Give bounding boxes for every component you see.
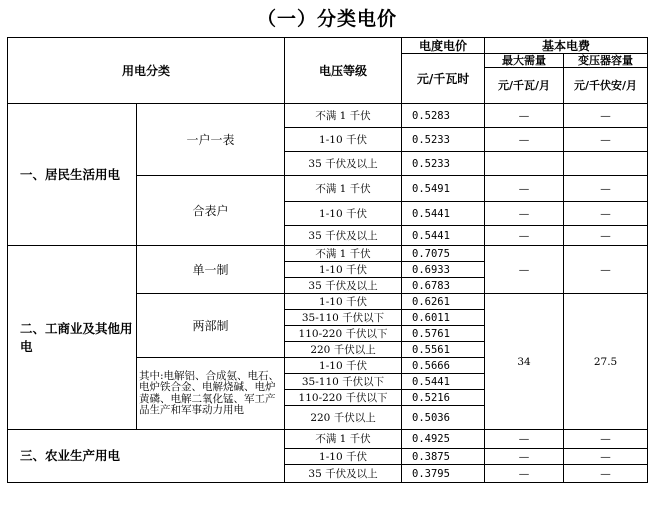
demand-cell: —	[485, 104, 564, 128]
voltage-cell: 不满 1 千伏	[285, 176, 402, 202]
capacity-cell	[564, 152, 648, 176]
header-transformer-unit: 元/千伏安/月	[564, 68, 648, 104]
price-cell: 0.3795	[402, 465, 485, 483]
price-cell: 0.5491	[402, 176, 485, 202]
capacity-cell: —	[564, 202, 648, 226]
price-cell: 0.6261	[402, 294, 485, 310]
price-cell: 0.6933	[402, 262, 485, 278]
header-max-demand-unit: 元/千瓦/月	[485, 68, 564, 104]
subcategory-special-note: 其中:电解铝、合成氨、电石、电炉铁合金、电解烧碱、电炉黄磷、电解二氧化锰、军工产品生产和军事动力用电	[137, 358, 285, 430]
voltage-cell: 35 千伏及以上	[285, 278, 402, 294]
demand-cell: —	[485, 449, 564, 465]
header-energy-unit: 元/千瓦时	[402, 54, 485, 104]
voltage-cell: 35-110 千伏以下	[285, 374, 402, 390]
price-cell: 0.5233	[402, 152, 485, 176]
price-cell: 0.5441	[402, 202, 485, 226]
voltage-cell: 不满 1 千伏	[285, 430, 402, 449]
page-title: （一）分类电价	[256, 8, 397, 30]
price-cell: 0.3875	[402, 449, 485, 465]
tariff-table	[7, 37, 648, 483]
price-cell: 0.5761	[402, 326, 485, 342]
header-max-demand: 最大需量	[485, 54, 564, 68]
demand-cell: —	[485, 202, 564, 226]
voltage-cell: 35 千伏及以上	[285, 465, 402, 483]
demand-cell: —	[485, 176, 564, 202]
demand-cell: —	[485, 430, 564, 449]
subcategory-single: 单一制	[137, 246, 285, 294]
header-category: 用电分类	[8, 38, 285, 104]
voltage-cell: 35 千伏及以上	[285, 152, 402, 176]
subcategory-shared-meter: 合表户	[137, 176, 285, 246]
price-cell: 0.5666	[402, 358, 485, 374]
capacity-cell: —	[564, 430, 648, 449]
price-cell: 0.5441	[402, 226, 485, 246]
capacity-cell: —	[564, 128, 648, 152]
voltage-cell: 1-10 千伏	[285, 358, 402, 374]
voltage-cell: 35-110 千伏以下	[285, 310, 402, 326]
price-cell: 0.5036	[402, 406, 485, 430]
category-industrial: 二、工商业及其他用电	[8, 246, 137, 430]
voltage-cell: 不满 1 千伏	[285, 104, 402, 128]
capacity-cell: —	[564, 226, 648, 246]
header-basic-fee: 基本电费	[485, 38, 648, 54]
demand-cell: —	[485, 226, 564, 246]
voltage-cell: 35 千伏及以上	[285, 226, 402, 246]
voltage-cell: 110-220 千伏以下	[285, 390, 402, 406]
capacity-cell: —	[564, 449, 648, 465]
category-agricultural: 三、农业生产用电	[8, 430, 285, 483]
demand-cell	[485, 152, 564, 176]
price-cell: 0.4925	[402, 430, 485, 449]
price-cell: 0.5283	[402, 104, 485, 128]
price-cell: 0.7075	[402, 246, 485, 262]
voltage-cell: 1-10 千伏	[285, 128, 402, 152]
category-residential: 一、居民生活用电	[8, 104, 137, 246]
header-voltage: 电压等级	[285, 38, 402, 104]
price-cell: 0.5233	[402, 128, 485, 152]
price-cell: 0.5216	[402, 390, 485, 406]
demand-fee-cell: 34	[485, 294, 564, 430]
price-cell: 0.5561	[402, 342, 485, 358]
price-cell: 0.6783	[402, 278, 485, 294]
demand-cell: —	[485, 465, 564, 483]
voltage-cell: 1-10 千伏	[285, 449, 402, 465]
voltage-cell: 110-220 千伏以下	[285, 326, 402, 342]
voltage-cell: 不满 1 千伏	[285, 246, 402, 262]
subcategory-two-part: 两部制	[137, 294, 285, 358]
capacity-cell: —	[564, 246, 648, 294]
price-cell: 0.6011	[402, 310, 485, 326]
capacity-cell: —	[564, 104, 648, 128]
capacity-cell: —	[564, 465, 648, 483]
voltage-cell: 1-10 千伏	[285, 202, 402, 226]
voltage-cell: 220 千伏以上	[285, 342, 402, 358]
header-transformer: 变压器容量	[564, 54, 648, 68]
header-energy-price: 电度电价	[402, 38, 485, 54]
price-cell: 0.5441	[402, 374, 485, 390]
capacity-cell: —	[564, 176, 648, 202]
subcategory-one-meter: 一户一表	[137, 104, 285, 176]
voltage-cell: 1-10 千伏	[285, 294, 402, 310]
voltage-cell: 1-10 千伏	[285, 262, 402, 278]
demand-cell: —	[485, 128, 564, 152]
demand-cell: —	[485, 246, 564, 294]
voltage-cell: 220 千伏以上	[285, 406, 402, 430]
capacity-fee-cell: 27.5	[564, 294, 648, 430]
